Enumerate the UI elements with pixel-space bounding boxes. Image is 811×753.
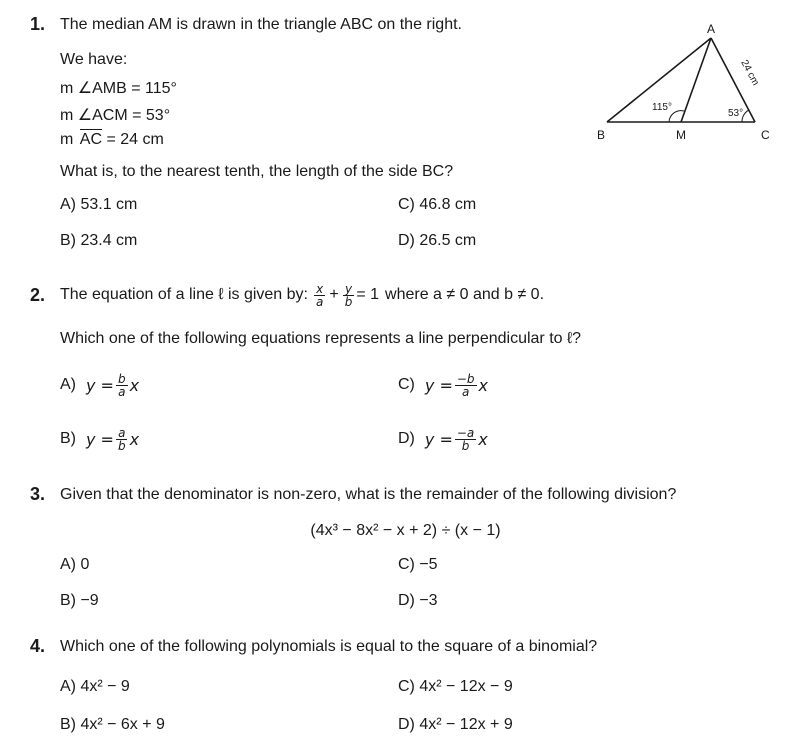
question-3-option-b[interactable]: B) −9 [60,592,99,609]
question-1-option-d[interactable]: D) 26.5 cm [398,232,477,249]
option-fraction [116,373,128,398]
question-1-option-a[interactable]: A) 53.1 cm [60,196,138,213]
question-3-expression: (4x³ − 8x² − x + 2) ÷ (x − 1) [310,522,501,539]
fraction-denominator: b [117,438,126,453]
fraction-x-over-a [314,283,325,308]
angle-acm-label: 53° [728,108,744,119]
question-4-number: 4. [30,636,46,656]
side-ac-length-label: 24 cm [738,58,761,88]
option-variable: x [129,429,140,449]
vertex-a-label: A [707,22,716,36]
question-2-number: 2. [30,285,46,305]
question-3-number: 3. [30,484,46,504]
fraction-denominator: a [118,384,126,399]
question-1-given-side-ac [60,131,164,149]
question-3-option-c[interactable]: C) −5 [398,556,438,573]
question-2-option-d[interactable] [398,422,488,456]
question-2-option-c[interactable] [398,368,488,402]
given-side-suffix: = 24 cm [106,131,164,148]
option-letter: C) [398,376,415,393]
fraction-numerator: x [316,281,324,296]
plus-sign: + [329,286,339,303]
question-3-prompt: Given that the denominator is non-zero, what is the remainder of the following division? [60,486,677,503]
question-4-option-c[interactable]: C) 4x² − 12x − 9 [398,678,513,695]
option-variable: x [129,375,140,395]
given-side-prefix: m [60,131,74,148]
question-2-option-b[interactable] [60,422,139,456]
question-3-option-d[interactable]: D) −3 [398,592,438,609]
point-m-label: M [676,128,686,142]
option-letter: B) [60,430,76,447]
question-4-prompt: Which one of the following polynomials is equal to the square of a binomial? [60,638,598,655]
question-1-prompt: The median AM is drawn in the triangle ABC on the right. [60,16,462,33]
equation-tail: = 1 [356,286,380,303]
fraction-numerator: a [118,425,126,440]
fraction-numerator: −a [456,425,475,440]
question-1-number: 1. [30,14,46,34]
option-lhs: y = [86,375,114,395]
fraction-denominator: b [344,294,353,309]
question-1-option-c[interactable]: C) 46.8 cm [398,196,477,213]
question-2-prompt-suffix: where a ≠ 0 and b ≠ 0. [385,286,545,303]
question-1-option-b[interactable]: B) 23.4 cm [60,232,138,249]
vertex-c-label: C [761,128,770,142]
fraction-denominator: a [316,294,324,309]
option-lhs: y = [86,429,114,449]
vertex-b-label: B [597,128,606,142]
question-1-we-have: We have: [60,51,128,68]
option-fraction [455,373,477,398]
fraction-numerator: y [344,281,353,296]
option-letter: D) [398,430,415,447]
segment-ac-label: AC [79,131,103,148]
option-lhs: y = [424,429,453,449]
fraction-y-over-b [343,283,355,308]
angle-amb-label: 115° [652,102,672,113]
question-4-option-a[interactable]: A) 4x² − 9 [60,678,130,695]
question-1-given-angle-amb: m ∠AMB = 115° [60,80,177,97]
question-2-prompt [60,280,544,310]
question-4-option-b[interactable]: B) 4x² − 6x + 9 [60,716,165,733]
question-2-question: Which one of the following equations represents a line perpendicular to ℓ? [60,330,582,347]
triangle-abc-figure [585,18,795,153]
fraction-numerator: b [117,371,126,386]
question-2-option-a[interactable] [60,368,139,402]
fraction-denominator: b [461,438,470,453]
fraction-denominator: a [462,384,470,399]
option-fraction [455,427,476,452]
option-fraction [116,427,128,452]
question-1-question: What is, to the nearest tenth, the length of the side BC? [60,163,454,180]
question-4-option-d[interactable]: D) 4x² − 12x + 9 [398,716,513,733]
option-variable: x [478,375,488,395]
option-variable: x [478,429,488,449]
fraction-numerator: −b [456,371,475,386]
option-letter: A) [60,376,76,393]
question-3-option-a[interactable]: A) 0 [60,556,90,573]
question-2-prompt-prefix: The equation of a line ℓ is given by: [60,286,308,303]
option-lhs: y = [424,375,453,395]
question-1-given-angle-acm: m ∠ACM = 53° [60,107,171,124]
